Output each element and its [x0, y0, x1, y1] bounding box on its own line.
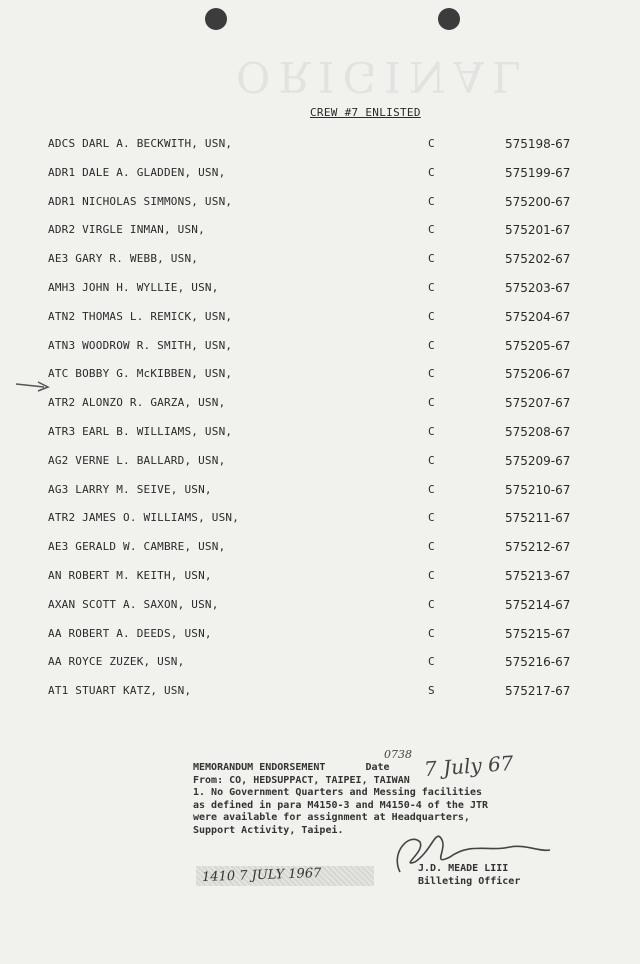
- crew-number: 575209-67: [505, 453, 571, 468]
- crew-number: 575204-67: [505, 309, 571, 324]
- crew-number: 575207-67: [505, 396, 571, 411]
- crew-name: AA ROBERT A. DEEDS, USN,: [48, 626, 212, 640]
- crew-class: C: [428, 223, 435, 237]
- crew-row: [0, 569, 640, 589]
- crew-class: C: [428, 482, 435, 496]
- hand-arrow-icon: [14, 378, 54, 394]
- crew-name: ATR3 EARL B. WILLIAMS, USN,: [48, 425, 233, 438]
- crew-row: [0, 367, 640, 387]
- signer-title: Billeting Officer: [418, 876, 521, 887]
- crew-number: 575211-67: [505, 511, 571, 526]
- crew-row: [0, 281, 640, 301]
- crew-number: 575213-67: [505, 569, 571, 583]
- crew-row: [0, 310, 640, 330]
- crew-name: ADR2 VIRGLE INMAN, USN,: [48, 223, 205, 237]
- signer-name: J.D. MEADE LIII: [418, 863, 509, 874]
- punch-hole-left: [205, 8, 227, 30]
- handwritten-time: 0738: [384, 748, 412, 761]
- crew-row: [0, 137, 640, 157]
- crew-number: 575200-67: [505, 194, 571, 209]
- crew-class: C: [428, 655, 435, 669]
- memo-line: Support Activity, Taipei.: [193, 824, 344, 836]
- crew-row: [0, 454, 640, 474]
- memo-line: were available for assignment at Headquarters,: [193, 812, 470, 823]
- crew-row: [0, 396, 640, 416]
- memo-line: 1. No Government Quarters and Messing facilities: [193, 787, 482, 798]
- memo-line: From: CO, HEDSUPPACT, TAIPEI, TAIWAN: [193, 774, 410, 786]
- memo-line: as defined in para M4150-3 and M4150-4 of the JTR: [193, 799, 489, 811]
- crew-class: C: [428, 137, 435, 150]
- crew-class: C: [428, 626, 435, 640]
- crew-name: AA ROYCE ZUZEK, USN,: [48, 655, 185, 669]
- crew-class: C: [428, 569, 435, 582]
- received-stamp-text: 1410 7 JULY 1967: [201, 865, 322, 886]
- crew-name: ATR2 JAMES O. WILLIAMS, USN,: [48, 511, 240, 525]
- crew-class: C: [428, 511, 435, 525]
- crew-name: AG3 LARRY M. SEIVE, USN,: [48, 482, 212, 496]
- memo-title: MEMORANDUM ENDORSEMENT: [193, 762, 326, 773]
- crew-row: [0, 339, 640, 359]
- crew-name: AG2 VERNE L. BALLARD, USN,: [48, 453, 226, 467]
- crew-name: AE3 GERALD W. CAMBRE, USN,: [48, 540, 226, 554]
- crew-row: [0, 252, 640, 272]
- crew-row: [0, 684, 640, 704]
- crew-name: ADR1 DALE A. GLADDEN, USN,: [48, 165, 226, 179]
- crew-class: S: [428, 684, 435, 698]
- crew-row: [0, 195, 640, 215]
- memo-date-label: Date: [365, 762, 390, 773]
- crew-number: 575216-67: [505, 655, 571, 670]
- crew-number: 575210-67: [505, 482, 571, 497]
- crew-row: [0, 655, 640, 675]
- crew-class: C: [428, 165, 435, 179]
- crew-number: 575214-67: [505, 597, 571, 612]
- crew-class: C: [428, 425, 435, 438]
- crew-row: [0, 425, 640, 445]
- crew-class: C: [428, 309, 435, 323]
- crew-number: 575201-67: [505, 223, 571, 238]
- crew-class: C: [428, 453, 435, 467]
- crew-number: 575206-67: [505, 367, 571, 382]
- crew-heading: CREW #7 ENLISTED: [310, 106, 421, 119]
- crew-number: 575203-67: [505, 281, 571, 295]
- crew-name: ATC BOBBY G. McKIBBEN, USN,: [48, 367, 233, 381]
- crew-name: AMH3 JOHN H. WYLLIE, USN,: [48, 281, 219, 294]
- crew-class: C: [428, 338, 435, 352]
- crew-number: 575212-67: [505, 540, 571, 555]
- crew-number: 575202-67: [505, 252, 571, 267]
- crew-row: [0, 223, 640, 243]
- crew-name: ATN2 THOMAS L. REMICK, USN,: [48, 309, 233, 323]
- crew-number: 575198-67: [505, 137, 571, 151]
- crew-number: 575208-67: [505, 425, 571, 439]
- crew-row: [0, 511, 640, 531]
- crew-class: C: [428, 367, 435, 381]
- crew-number: 575217-67: [505, 684, 571, 699]
- crew-row: [0, 483, 640, 503]
- crew-row: [0, 627, 640, 647]
- crew-row: [0, 540, 640, 560]
- crew-class: C: [428, 194, 435, 208]
- crew-number: 575215-67: [505, 626, 571, 641]
- crew-number: 575199-67: [505, 165, 571, 180]
- crew-name: ADR1 NICHOLAS SIMMONS, USN,: [48, 194, 233, 208]
- crew-name: AN ROBERT M. KEITH, USN,: [48, 569, 212, 582]
- crew-name: AE3 GARY R. WEBB, USN,: [48, 252, 199, 266]
- crew-name: ATN3 WOODROW R. SMITH, USN,: [48, 338, 233, 352]
- crew-row: [0, 598, 640, 618]
- handwritten-date: 7 July 67: [423, 750, 515, 782]
- crew-name: ATR2 ALONZO R. GARZA, USN,: [48, 396, 226, 410]
- crew-name: ADCS DARL A. BECKWITH, USN,: [48, 137, 233, 150]
- crew-class: C: [428, 396, 435, 410]
- crew-class: C: [428, 597, 435, 611]
- crew-name: AT1 STUART KATZ, USN,: [48, 684, 192, 698]
- crew-class: C: [428, 252, 435, 266]
- crew-class: C: [428, 540, 435, 554]
- punch-hole-right: [438, 8, 460, 30]
- crew-class: C: [428, 281, 435, 294]
- signature-block: [418, 862, 520, 888]
- crew-row: [0, 166, 640, 186]
- crew-name: AXAN SCOTT A. SAXON, USN,: [48, 597, 219, 611]
- crew-number: 575205-67: [505, 338, 571, 353]
- watermark-text: ORIGINAL: [236, 52, 528, 101]
- memo-title-line: [193, 762, 488, 775]
